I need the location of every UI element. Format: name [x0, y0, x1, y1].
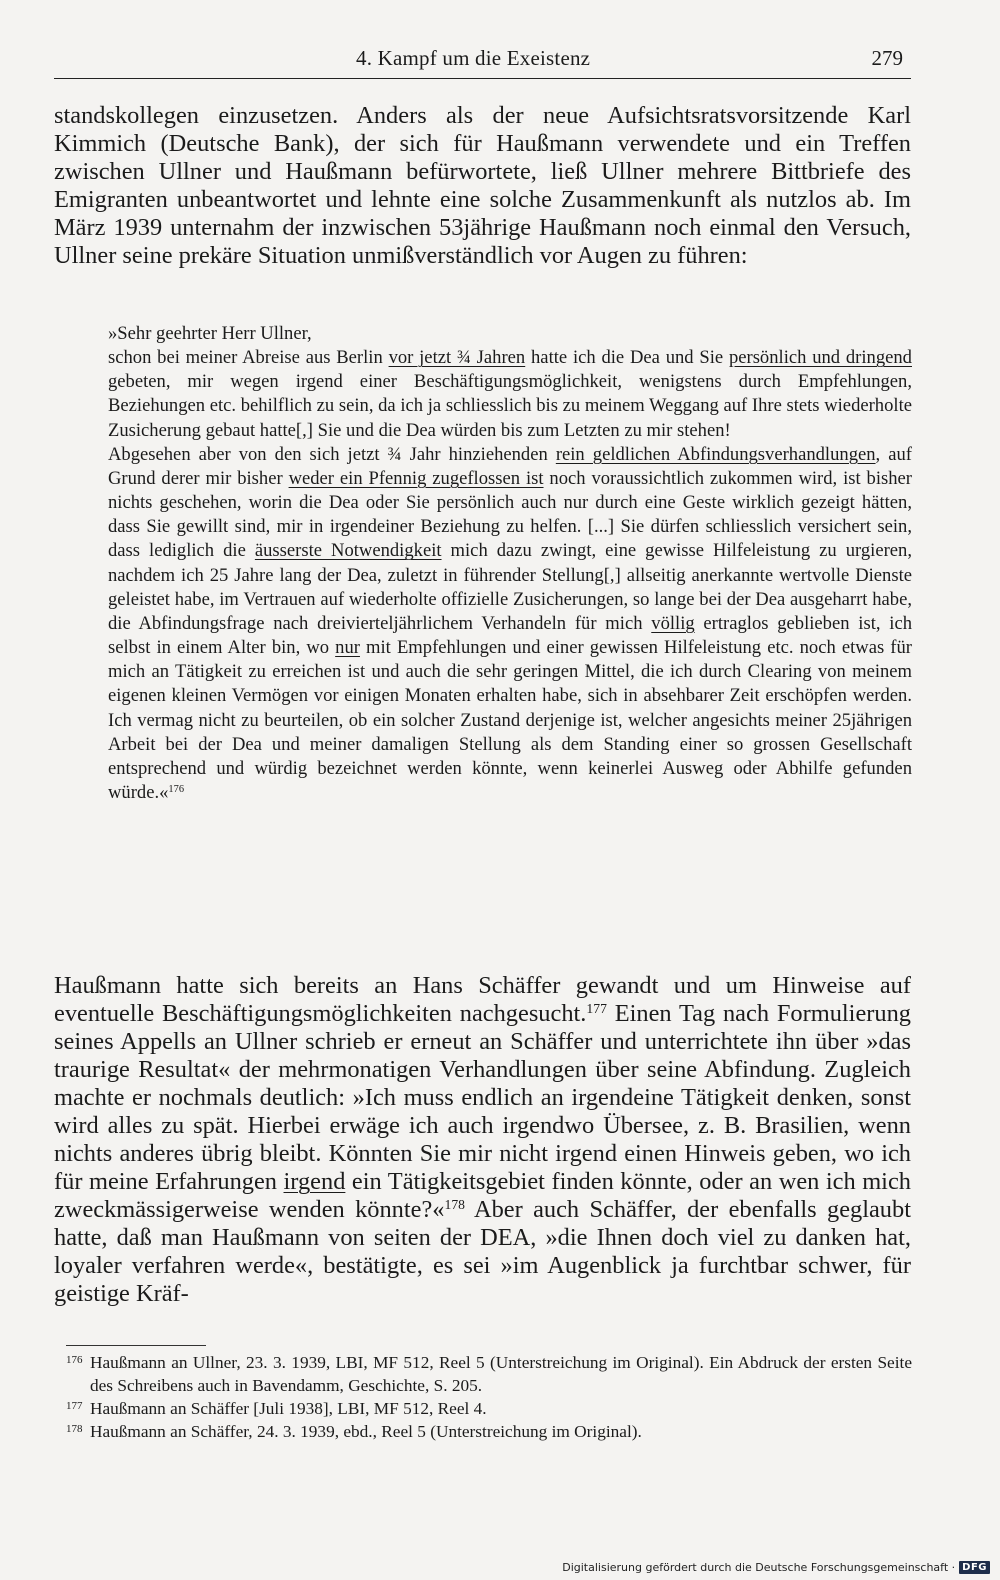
running-header	[54, 44, 911, 79]
underlined-text: völlig	[651, 612, 695, 634]
footnote-text: Haußmann an Schäffer [Juli 1938], LBI, MF 512, Reel 4.	[90, 1399, 487, 1418]
paragraph-2-text	[54, 972, 911, 1308]
quote-text: gebeten, mir wegen irgend einer Beschäftigungsmöglichkeit, wenigstens durch Empfehlungen, Beziehungen etc. behilflich zu sein, da ich ja schliesslich bis zu meinem Weggang auf Ihre stets wiederholte Zusicherung gebaut hatte[,] Sie und die Dea würden bis zum Letzten zu mir stehen!	[108, 371, 912, 441]
footnote-text: Haußmann an Ullner, 23. 3. 1939, LBI, MF 512, Reel 5 (Unterstreichung im Original). Ein Abdruck der ersten Seite des Schreibens auch in Bavendamm, Geschichte, S. 205.	[90, 1353, 912, 1395]
page-number: 279	[871, 46, 903, 70]
quote-text: mich dazu zwingt, eine gewisse Hilfeleistung zu urgieren, nachdem ich 25 Jahre lang der Dea, zuletzt in führender Stellung[,] allseitig anerkannte wertvolle Dienste geleistet habe, im Vertrauen auf wiederholte offizielle Zusicherungen, so lange bei der Dea ausgeharrt habe, die Abfindungsfrage nach dreivierteljährlichem Verhandeln für mich	[108, 540, 912, 634]
footnotes	[66, 1351, 912, 1443]
underlined-text: persönlich und dringend	[728, 347, 912, 369]
digitization-note	[562, 1561, 990, 1574]
paragraph-text: Haußmann hatte sich bereits an Hans Schäffer gewandt und um Hinweise auf eventuelle Beschäftigungsmöglichkeiten nachgesucht.	[54, 972, 911, 1027]
footnote-text: Haußmann an Schäffer, 24. 3. 1939, ebd., Reel 5 (Unterstreichung im Original).	[90, 1422, 642, 1441]
paragraph-1-text: standskollegen einzusetzen. Anders als der neue Aufsichtsratsvorsitzende Karl Kimmich (Deutsche Bank), der sich für Haußmann verwendete und ein Treffen zwischen Ullner und Haußmann befürwortete, ließ Ullner mehrere Bittbriefe des Emigranten unbeantwortet und lehnte eine solche Zusammenkunft als nutzlos ab. Im März 1939 unternahm der inzwischen 53jährige Haußmann noch einmal den Versuch, Ullner seine prekäre Situation unmißverständlich vor Augen zu führen:	[54, 102, 911, 269]
footnote-178	[66, 1420, 912, 1443]
quote-text: ertraglos geblieben ist, ich selbst in einem Alter bin, wo	[108, 612, 912, 659]
block-quote	[108, 322, 912, 805]
paragraph-text: Einen Tag nach Formulierung seines Appells an Ullner schrieb er erneut an Schäffer und unterrichtete ihn über »das traurige Resultat« der mehrmonatigen Verhandlungen über seine Abfindung. Zugleich machte er nochmals deutlich: »Ich muss endlich an irgendeine Tätigkeit denken, sonst wird alles zu spät. Hierbei erwäge ich auch irgendwo Übersee, z. B. Brasilien, wenn nichts anderes übrig bleibt. Könnten Sie mir nicht irgend einen Hinweis geben, wo ich für meine Erfahrungen	[54, 1000, 911, 1195]
footnote-ref-176[interactable]: 176	[168, 783, 185, 795]
paragraph-1	[54, 102, 911, 270]
footnote-divider	[66, 1345, 206, 1346]
underlined-text: rein geldlichen Abfindungsverhandlungen	[555, 443, 876, 465]
quote-text: schon bei meiner Abreise aus Berlin	[108, 347, 389, 369]
underlined-text: weder ein Pfennig zugeflossen ist	[288, 467, 544, 489]
footnote-177	[66, 1397, 912, 1420]
quote-text: hatte ich die Dea und Sie	[525, 347, 729, 369]
footnote-number: 177	[66, 1400, 83, 1412]
quote-paragraph-1	[108, 346, 912, 443]
footnote-176	[66, 1351, 912, 1397]
footnote-ref-177[interactable]: 177	[586, 1000, 607, 1016]
underlined-text: nur	[335, 637, 360, 659]
digitization-text: Digitalisierung gefördert durch die Deutsche Forschungsgemeinschaft ·	[562, 1561, 956, 1574]
footnote-number: 176	[66, 1354, 83, 1366]
paragraph-text: ein Tätigkeitsgebiet finden könnte, oder an wen ich mich zweckmässigerweise wenden könnte?«	[54, 1168, 911, 1223]
underlined-text: irgend	[283, 1168, 346, 1195]
paragraph-text: Aber auch Schäffer, der ebenfalls geglaubt hatte, daß man Haußmann von seiten der DEA, »die Ihnen doch viel zu danken hat, loyaler verfahren werde«, bestätigte, es sei »im Augenblick ja furchtbar schwer, für geistige Kräf-	[54, 1196, 911, 1307]
dfg-logo-icon: DFG	[959, 1561, 990, 1574]
underlined-text: äusserste Notwendigkeit	[254, 540, 442, 562]
running-title: 4. Kampf um die Exeistenz	[356, 46, 591, 70]
quote-salutation: »Sehr geehrter Herr Ullner,	[108, 323, 312, 344]
paragraph-2	[54, 972, 911, 1308]
quote-text: Abgesehen aber von den sich jetzt ¾ Jahr hinziehenden	[108, 443, 556, 465]
footnote-ref-178[interactable]: 178	[444, 1196, 465, 1212]
quote-text: noch voraussichtlich zukommen wird, ist bisher nichts geschehen, worin die Dea oder Sie persönlich auch nur durch eine Geste wirklich gezeigt hätten, dass Sie gewillt sind, mir in irgendeiner Beziehung zu helfen. [...] Sie dürfen schliesslich versichert sein, dass lediglich die	[108, 467, 912, 562]
underlined-text: vor jetzt ¾ Jahren	[388, 347, 526, 369]
footnote-number: 178	[66, 1423, 83, 1435]
quote-paragraph-2	[108, 443, 912, 805]
quote-text: mit Empfehlungen und einer gewissen Hilfeleistung etc. noch etwas für mich an Tätigkeit zu erreichen ist und auch die sehr geringen Mittel, die ich durch Clearing von meinem eigenen kleinen Vermögen vor einigen Monaten erhalten habe, sich in absehbarer Zeit erschöpfen werden. Ich vermag nicht zu beurteilen, ob ein solcher Zustand derjenige ist, welcher angesichts meiner 25jährigen Arbeit bei der Dea und meiner damaligen Stellung als dem Standing einer so grossen Gesellschaft entsprechend und würdig bezeichnet werden könnte, wenn keinerlei Ausweg oder Abhilfe gefunden würde.«	[108, 637, 912, 803]
quote-text: , auf Grund derer mir bisher	[108, 443, 912, 489]
